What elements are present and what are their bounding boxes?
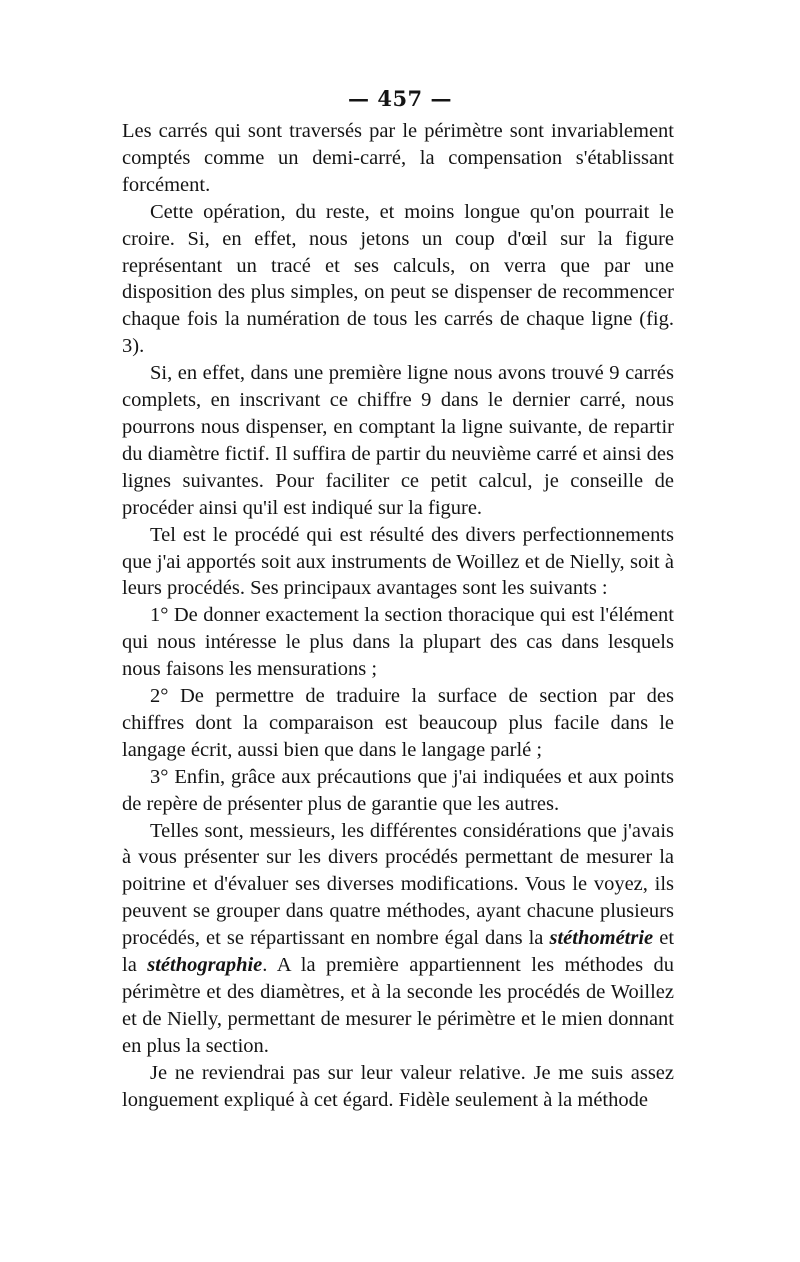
paragraph-1: Les carrés qui sont traversés par le périmètre sont invariablement comptés comme un demi-carré, la compensation s'établissant forcément. bbox=[122, 120, 674, 196]
paragraph-8-text-a: Telles sont, messieurs, les différentes considérations que j'avais à vous présenter sur les divers procédés permettant de mesurer la poitrine et d'évaluer ses diverses modifications. Vous le voyez, ils peuvent se grouper dans quatre méthodes, ayant chacune plusieurs procédés, et se répartissant en nombre égal dans la bbox=[122, 819, 674, 950]
paragraph-9: Je ne reviendrai pas sur leur valeur relative. Je me suis assez longuement expliqué à cet égard. Fidèle seulement à la méthode bbox=[122, 1061, 674, 1111]
list-item-2: 2° De permettre de traduire la surface de section par des chiffres dont la comparaison est beaucoup plus facile dans le langage écrit, aussi bien que dans le langage parlé ; bbox=[122, 685, 674, 761]
list-item-1: 1° De donner exactement la section thoracique qui est l'élément qui nous intéresse le plus dans la plupart des cas dans lesquels nous faisons les mensurations ; bbox=[122, 604, 674, 681]
term-stethometrie: stéthométrie bbox=[549, 927, 654, 950]
paragraph-3: Si, en effet, dans une première ligne nous avons trouvé 9 carrés complets, en inscrivant ce chiffre 9 dans le dernier carré, nous pourrons nous dispenser, en comptant la ligne suivante, de repartir du diamètre fictif. Il suffira de partir du neuvième carré et ainsi des lignes suivantes. Pour faciliter ce petit calcul, je conseille de procéder ainsi qu'il est indiqué sur la figure. bbox=[122, 362, 674, 519]
page-body-text bbox=[122, 118, 674, 1114]
paragraph-8-text-b: et la bbox=[122, 927, 675, 977]
paragraph-8 bbox=[122, 818, 674, 1060]
term-stethographie: stéthographie bbox=[147, 954, 263, 977]
list-item-3: 3° Enfin, grâce aux précautions que j'ai indiquées et aux points de repère de présenter plus de garantie que les autres. bbox=[122, 765, 674, 815]
paragraph-4: Tel est le procédé qui est résulté des divers perfectionnements que j'ai apportés soit aux instruments de Woillez et de Nielly, soit à leurs procédés. Ses principaux avantages sont les suivants : bbox=[122, 523, 674, 600]
page-number: — 457 — bbox=[348, 86, 452, 111]
paragraph-2: Cette opération, du reste, et moins longue qu'on pourrait le croire. Si, en effet, nous jetons un coup d'œil sur la figure représentant un tracé et ses calculs, on verra que par une disposition des plus simples, on peut se dispenser de recommencer chaque fois la numération de tous les carrés de chaque ligne (fig. 3). bbox=[122, 200, 674, 358]
paragraph-8-text-c: . A la première appartiennent les méthodes du périmètre et des diamètres, et à la seconde les procédés de Woillez et de Nielly, permettant de mesurer le périmètre et le mien donnant en plus la section. bbox=[122, 954, 675, 1057]
